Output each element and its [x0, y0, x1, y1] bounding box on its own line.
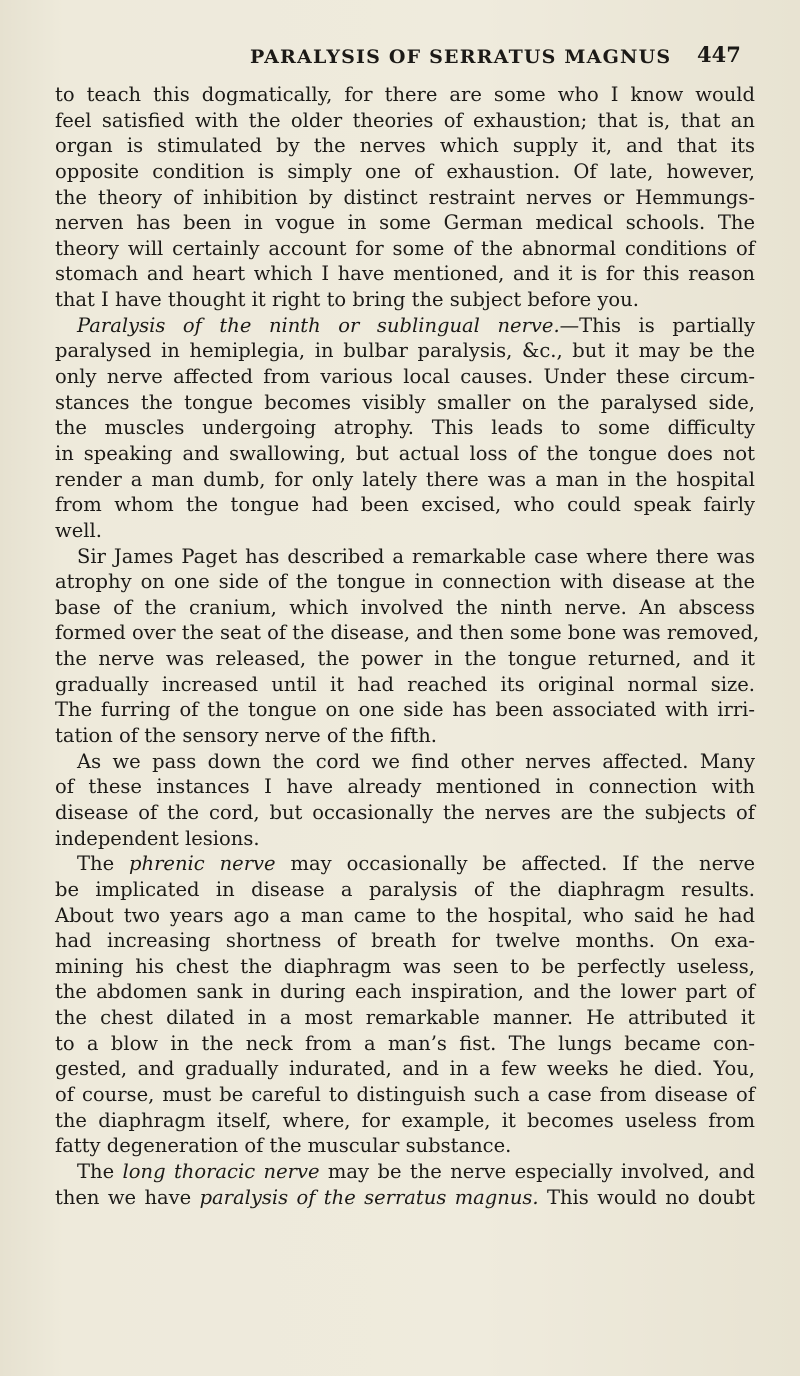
line-text: The furring of the tongue on one side has been associated with irri- — [55, 698, 755, 722]
line-prefix: then we have — [55, 1185, 200, 1209]
line-text: formed over the seat of the disease, and then some bone was removed, — [55, 621, 760, 645]
text-line — [55, 544, 755, 570]
line-text: be implicated in disease a paralysis of the diaphragm results. — [55, 877, 755, 901]
text-line — [55, 1159, 755, 1185]
text-line — [55, 1031, 755, 1057]
line-prefix: The — [77, 852, 130, 876]
text-line — [55, 1108, 755, 1134]
text-line — [55, 364, 755, 390]
text-line — [55, 646, 755, 672]
text-line — [55, 723, 755, 749]
italic-term: phrenic nerve — [129, 852, 276, 876]
line-text: of these instances I have already mentioned in connection with — [55, 775, 755, 799]
line-text: base of the cranium, which involved the ninth nerve. An abscess — [55, 595, 755, 619]
line-text: feel satisfied with the older theories of exhaustion; that is, that an — [55, 108, 755, 132]
line-text: render a man dumb, for only lately there was a man in the hospital — [55, 467, 755, 491]
text-line — [55, 261, 755, 287]
text-line — [55, 774, 755, 800]
line-text: only nerve affected from various local causes. Under these circum- — [55, 365, 755, 389]
line-text: well. — [55, 518, 102, 542]
line-text: the nerve was released, the power in the tongue returned, and it — [55, 647, 755, 671]
line-text: to teach this dogmatically, for there are some who I know would — [55, 83, 755, 106]
text-line — [55, 108, 755, 134]
line-text: that I have thought it right to bring the subject before you. — [55, 288, 639, 312]
text-line — [55, 467, 755, 493]
text-line — [55, 159, 755, 185]
line-text: the theory of inhibition by distinct restraint nerves or Hemmungs- — [55, 185, 755, 209]
text-line — [55, 313, 755, 339]
line-text: the abdomen sank in during each inspiration, and the lower part of — [55, 980, 755, 1004]
text-line — [55, 697, 755, 723]
line-text: This would no doubt — [538, 1185, 756, 1209]
line-text: gested, and gradually indurated, and in a few weeks he died. You, — [55, 1057, 755, 1081]
line-text: nerven has been in vogue in some German medical schools. The — [55, 211, 755, 235]
line-text: the chest dilated in a most remarkable manner. He attributed it — [55, 1006, 755, 1030]
text-line — [55, 518, 755, 544]
line-text: —This is partially — [559, 313, 756, 337]
italic-term: Paralysis of the ninth or sublingual nerve. — [77, 313, 560, 337]
text-line — [55, 979, 755, 1005]
line-text: Sir James Paget has described a remarkable case where there was — [77, 544, 755, 568]
text-line — [55, 338, 755, 364]
text-line — [55, 1056, 755, 1082]
line-text: stomach and heart which I have mentioned, and it is for this reason — [55, 262, 755, 286]
line-text: As we pass down the cord we find other nerves affected. Many — [77, 749, 755, 773]
text-line — [55, 569, 755, 595]
line-text: theory will certainly account for some of the abnormal conditions of — [55, 236, 755, 260]
body-text — [55, 82, 760, 1210]
text-line — [55, 672, 755, 698]
text-line — [55, 749, 755, 775]
line-text: organ is stimulated by the nerves which supply it, and that its — [55, 134, 755, 158]
text-line — [55, 415, 755, 441]
text-line — [55, 1185, 755, 1211]
line-text: fatty degeneration of the muscular substance. — [55, 1134, 512, 1158]
text-line — [55, 441, 755, 467]
line-text: may be the nerve especially involved, and — [319, 1159, 755, 1183]
text-line — [55, 82, 755, 108]
line-text: independent lesions. — [55, 826, 260, 850]
text-line — [55, 877, 755, 903]
text-line — [55, 1005, 755, 1031]
text-line — [55, 851, 755, 877]
line-text: of course, must be careful to distinguish such a case from disease of — [55, 1082, 755, 1106]
text-line — [55, 800, 755, 826]
page-header — [0, 42, 800, 74]
line-text: opposite condition is simply one of exhaustion. Of late, however, — [55, 159, 755, 183]
line-text: may occasionally be affected. If the nerve — [275, 852, 755, 876]
line-text: the diaphragm itself, where, for example, it becomes useless from — [55, 1108, 755, 1132]
text-line — [55, 185, 755, 211]
line-text: paralysed in hemiplegia, in bulbar paralysis, &c., but it may be the — [55, 339, 755, 363]
text-line — [55, 492, 755, 518]
text-line — [55, 928, 755, 954]
italic-term: paralysis of the serratus magnus. — [199, 1185, 539, 1209]
line-text: in speaking and swallowing, but actual loss of the tongue does not — [55, 441, 755, 465]
line-text: to a blow in the neck from a man’s fist. The lungs became con- — [55, 1031, 755, 1055]
line-text: from whom the tongue had been excised, who could speak fairly — [55, 493, 755, 517]
page-number: 447 — [697, 42, 741, 67]
text-line — [55, 1133, 755, 1159]
line-text: tation of the sensory nerve of the fifth. — [55, 724, 437, 748]
line-text: the muscles undergoing atrophy. This leads to some difficulty — [55, 416, 755, 440]
line-text: disease of the cord, but occasionally the nerves are the subjects of — [55, 800, 755, 824]
italic-term: long thoracic nerve — [122, 1159, 320, 1183]
text-line — [55, 390, 755, 416]
running-title: PARALYSIS OF SERRATUS MAGNUS — [250, 46, 672, 68]
line-text: atrophy on one side of the tongue in connection with disease at the — [55, 570, 755, 594]
text-line — [55, 954, 755, 980]
line-text: stances the tongue becomes visibly smaller on the paralysed side, — [55, 390, 755, 414]
line-text: About two years ago a man came to the hospital, who said he had — [55, 903, 755, 927]
line-prefix: The — [77, 1159, 123, 1183]
text-line — [55, 903, 755, 929]
text-line — [55, 826, 755, 852]
line-text: mining his chest the diaphragm was seen to be perfectly useless, — [55, 954, 755, 978]
text-line — [55, 620, 760, 646]
text-line — [55, 236, 755, 262]
text-line — [55, 210, 755, 236]
line-text: gradually increased until it had reached its original normal size. — [55, 672, 755, 696]
text-line — [55, 1082, 755, 1108]
text-line — [55, 287, 755, 313]
text-line — [55, 133, 755, 159]
text-line — [55, 595, 755, 621]
line-text: had increasing shortness of breath for twelve months. On exa- — [55, 929, 755, 953]
